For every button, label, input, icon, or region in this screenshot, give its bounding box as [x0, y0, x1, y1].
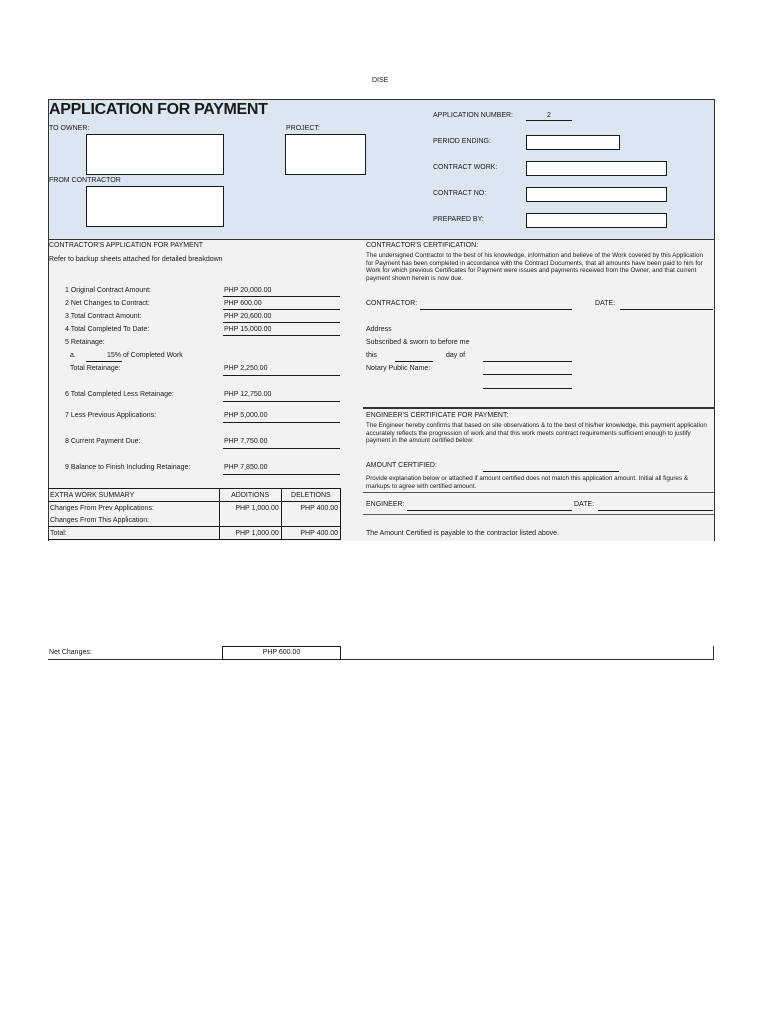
line-1-value[interactable]: PHP 20,000.00: [224, 287, 272, 294]
retainage-of-label: of Completed Work: [123, 352, 183, 359]
line-4-value[interactable]: PHP 15,000.00: [224, 326, 272, 333]
contract-no-label: CONTRACT NO:: [433, 190, 487, 197]
table-row: [48, 502, 341, 515]
left-section-title: CONTRACTOR'S APPLICATION FOR PAYMENT: [49, 242, 204, 249]
contract-work-field[interactable]: [526, 161, 667, 176]
explain-text: Provide explanation below or attached if amount certified does not match this application amount. Initial all figures & markups to agree with certified amount.: [366, 475, 689, 490]
total-retainage-label: Total Retainage:: [70, 365, 121, 372]
left-section-note: Refer to backup sheets attached for detailed breakdown: [49, 256, 223, 263]
row-additions[interactable]: PHP 1,000.00: [219, 527, 281, 540]
application-number-underline: [526, 120, 572, 121]
col-additions: ADDITIONS: [219, 489, 281, 502]
row-deletions[interactable]: [281, 514, 340, 527]
net-changes-label: Net Changes:: [49, 649, 92, 656]
section-divider: [363, 407, 714, 409]
retainage-pct-underline: [86, 361, 122, 362]
contractor-cert-text: The undersigned Contractor to the best of his knowledge, information and believe of the Work covered by this Application for Payment has been completed in accordance with the Contract Documents, that all amounts have been paid to him for Work for which previous Certificates for Payment were issues and payments received from the Owner, and that current payment shown herein is now due.: [366, 252, 703, 282]
period-ending-label: PERIOD ENDING:: [433, 138, 491, 145]
retainage-pct[interactable]: 15%: [106, 352, 121, 359]
line-8-label: 8 Current Payment Due:: [65, 438, 141, 445]
notary-line-1[interactable]: [483, 374, 572, 375]
notary-line-2[interactable]: [483, 388, 572, 389]
engineer-divider: [363, 514, 714, 515]
from-contractor-field[interactable]: [86, 186, 224, 227]
line-6-label: 6 Total Completed Less Retainage:: [65, 391, 174, 398]
page-title: APPLICATION FOR PAYMENT: [49, 101, 268, 118]
day-line[interactable]: [395, 361, 433, 362]
contractor-label: CONTRACTOR:: [366, 300, 418, 307]
table-row: [48, 527, 341, 540]
line-8-value[interactable]: PHP 7,750.00: [224, 438, 268, 445]
to-owner-label: TO OWNER:: [49, 125, 90, 132]
row-label: Total:: [48, 527, 219, 540]
contractor-signature-line[interactable]: [420, 309, 572, 310]
contractor-date-line[interactable]: [620, 309, 713, 310]
engineer-date-label: DATE:: [574, 501, 595, 508]
extra-work-table: [48, 488, 341, 540]
payable-text: The Amount Certified is payable to the contractor listed above.: [366, 530, 559, 537]
line-3-value[interactable]: PHP 20,600.00: [224, 313, 272, 320]
engineer-signature-line[interactable]: [407, 510, 572, 511]
net-changes-value[interactable]: PHP 600.00: [222, 646, 341, 660]
day-of-label: day of: [446, 352, 466, 359]
prepared-by-label: PREPARED BY:: [433, 216, 484, 223]
line-9-label: 9 Balance to Finish Including Retainage:: [65, 464, 191, 471]
line-6-value[interactable]: PHP 12,750.00: [224, 391, 272, 398]
row-deletions[interactable]: PHP 400.00: [281, 527, 340, 540]
retainage-a-label: a.: [70, 352, 76, 359]
contract-no-field[interactable]: [526, 187, 667, 202]
net-changes-row: [48, 646, 714, 660]
row-deletions[interactable]: PHP 400.00: [281, 502, 340, 515]
contractor-cert-title: CONTRACTOR'S CERTIFICATION:: [366, 242, 479, 249]
period-ending-field[interactable]: [526, 135, 620, 150]
this-label: this: [366, 352, 377, 359]
month-line[interactable]: [483, 361, 572, 362]
to-owner-field[interactable]: [86, 134, 224, 175]
line-8-underline: [223, 448, 340, 449]
explain-divider: [363, 492, 714, 493]
engineer-date-line[interactable]: [598, 510, 713, 511]
contractor-date-label: DATE:: [595, 300, 616, 307]
engineer-label: ENGINEER:: [366, 501, 405, 508]
line-4-underline: [223, 335, 340, 336]
application-number-label: APPLICATION NUMBER:: [433, 112, 513, 119]
line-9-underline: [223, 474, 340, 475]
line-3-label: 3 Total Contract Amount:: [65, 313, 142, 320]
col-deletions: DELETIONS: [281, 489, 340, 502]
line-1-label: 1 Original Contract Amount:: [65, 287, 151, 294]
total-retainage-underline: [223, 375, 340, 376]
row-additions[interactable]: [219, 514, 281, 527]
contract-work-label: CONTRACT WORK:: [433, 164, 498, 171]
line-4-label: 4 Total Completed To Date:: [65, 326, 150, 333]
line-2-value[interactable]: PHP 600.00: [224, 300, 262, 307]
project-label: PROJECT:: [286, 125, 320, 132]
line-5-label: 5 Retainage:: [65, 339, 105, 346]
line-7-underline: [223, 422, 340, 423]
row-additions[interactable]: PHP 1,000.00: [219, 502, 281, 515]
line-3-underline: [223, 322, 340, 323]
line-1-underline: [223, 296, 340, 297]
address-label: Address: [366, 326, 392, 333]
notary-label: Notary Public Name:: [366, 365, 431, 372]
extra-work-title: EXTRA WORK SUMMARY: [48, 489, 219, 502]
line-7-value[interactable]: PHP 5,000.00: [224, 412, 268, 419]
line-6-underline: [223, 401, 340, 402]
prepared-by-field[interactable]: [526, 213, 667, 228]
sworn-label: Subscribed & sworn to before me: [366, 339, 470, 346]
amount-certified-label: AMOUNT CERTIFIED:: [366, 462, 437, 469]
application-number-value[interactable]: 2: [547, 112, 551, 119]
line-2-underline: [223, 309, 340, 310]
table-row: [48, 514, 341, 527]
total-retainage-value[interactable]: PHP 2,250.00: [224, 365, 268, 372]
engineer-cert-title: ENGINEER'S CERTIFICATE FOR PAYMENT:: [366, 412, 509, 419]
line-2-label: 2 Net Changes to Contract:: [65, 300, 150, 307]
row-label: Changes From This Application:: [50, 516, 150, 524]
extra-work-header-row: [48, 489, 341, 502]
project-field[interactable]: [285, 134, 366, 175]
line-7-label: 7 Less Previous Applications:: [65, 412, 157, 419]
line-9-value[interactable]: PHP 7,850.00: [224, 464, 268, 471]
top-label: DISE: [372, 77, 389, 84]
row-label: Changes From Prev Applications:: [48, 502, 219, 515]
from-contractor-label: FROM CONTRACTOR: [49, 177, 121, 184]
amount-certified-line[interactable]: [483, 471, 619, 472]
engineer-cert-text: The Engineer hereby confirms that based on site observations & to the best of his/her knowledge, this payment application accurately reflects the progression of work and that this work meets contract requirements sufficient enough to justify payment in the amount certified below:: [366, 422, 707, 445]
